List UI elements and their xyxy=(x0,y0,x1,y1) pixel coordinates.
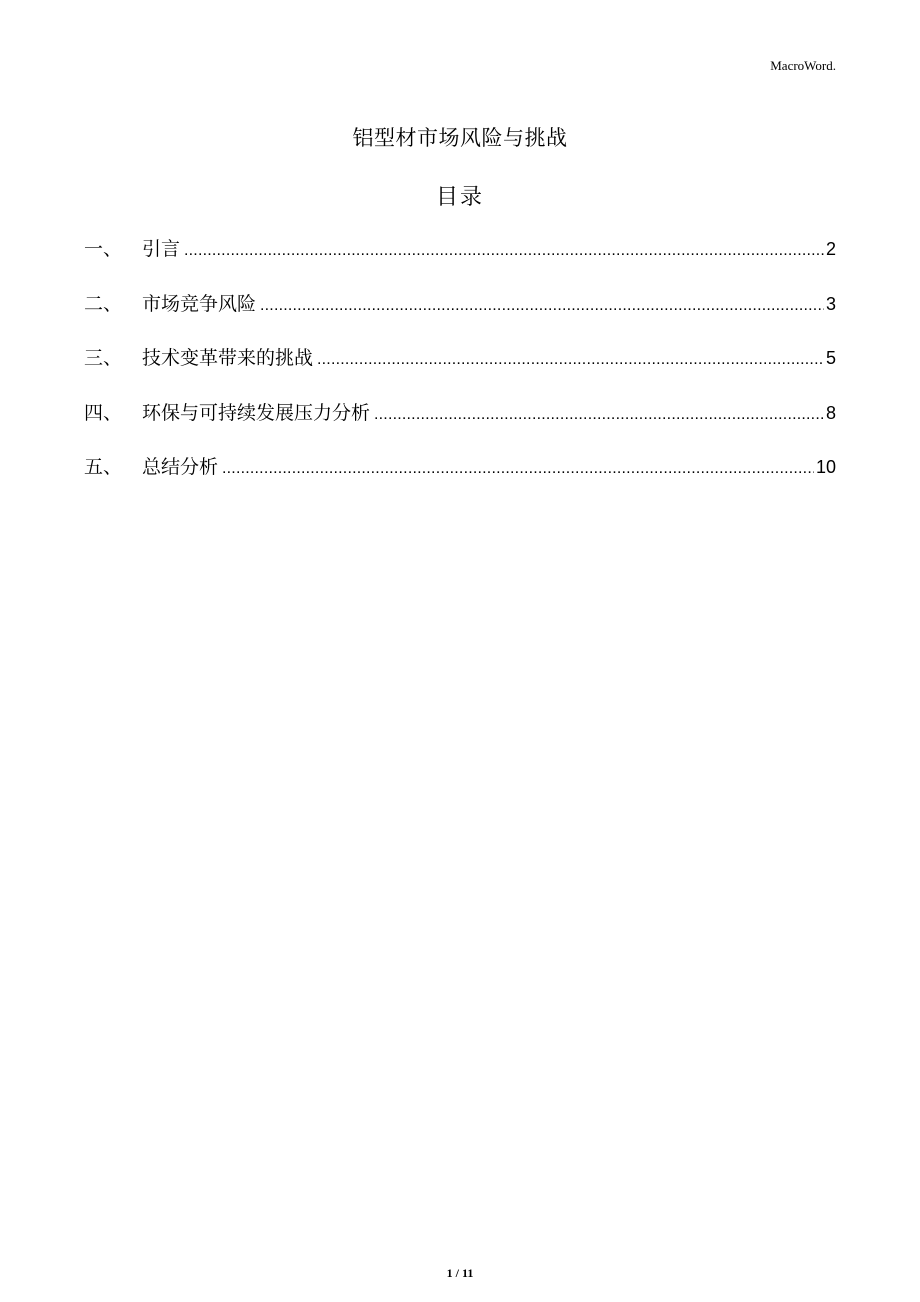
toc-entry-page: 10 xyxy=(815,457,836,477)
toc-dot-leader xyxy=(260,297,824,315)
toc-entry-number: 三、 xyxy=(84,347,123,369)
document-title: 铝型材市场风险与挑战 xyxy=(352,126,568,150)
toc-dot-leader xyxy=(222,460,814,478)
toc-entry-introduction[interactable] xyxy=(84,234,836,289)
toc-dot-leader xyxy=(184,242,824,260)
page-indicator: 1 / 11 xyxy=(446,1266,474,1280)
toc-entry-page: 5 xyxy=(825,348,836,368)
toc-entry-title: 技术变革带来的挑战 xyxy=(142,347,314,369)
toc-entry-technology-challenges[interactable] xyxy=(84,343,836,398)
toc-entry-number: 一、 xyxy=(84,238,123,260)
toc-entry-title: 市场竞争风险 xyxy=(142,292,257,315)
toc-entry-number: 二、 xyxy=(84,292,123,315)
toc-entry-environmental-pressure[interactable] xyxy=(84,398,836,453)
toc-entry-page: 8 xyxy=(825,402,836,423)
header-brand: MacroWord. xyxy=(770,58,836,73)
table-of-contents xyxy=(84,234,836,507)
toc-entry-page: 3 xyxy=(825,293,836,314)
toc-entry-number: 四、 xyxy=(84,401,123,424)
toc-dot-leader xyxy=(374,406,824,424)
toc-entry-title: 总结分析 xyxy=(142,456,219,478)
toc-entry-summary[interactable] xyxy=(84,452,836,507)
toc-entry-title: 环保与可持续发展压力分析 xyxy=(142,401,371,424)
toc-entry-market-competition-risk[interactable] xyxy=(84,289,836,344)
toc-entry-number: 五、 xyxy=(84,456,123,478)
toc-heading: 目录 xyxy=(435,185,484,210)
toc-entry-page: 2 xyxy=(825,239,836,259)
toc-entry-title: 引言 xyxy=(142,238,181,260)
toc-dot-leader xyxy=(317,351,824,369)
